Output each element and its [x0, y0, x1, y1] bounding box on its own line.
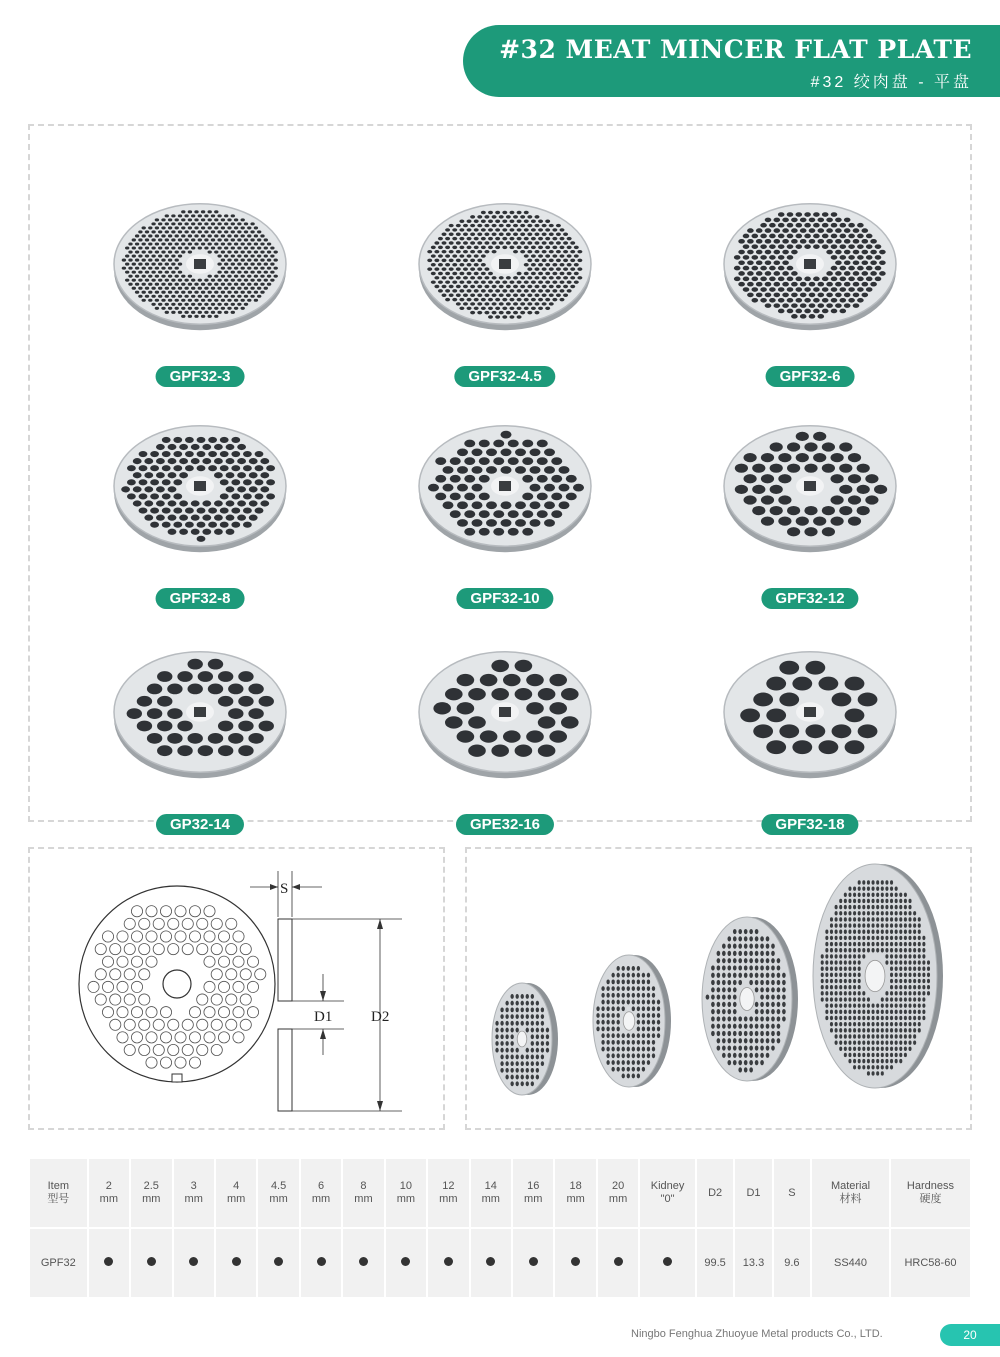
- header-text: 18: [569, 1180, 582, 1192]
- plate-code-label: GPF32-8: [156, 588, 245, 609]
- table-header-cell: [598, 1159, 638, 1227]
- plates-photo-panel: [465, 847, 972, 1130]
- availability-cell: [471, 1229, 511, 1297]
- dim-d1-label: D1: [314, 1009, 333, 1025]
- plate-side-upper: [278, 919, 292, 1001]
- dim-s-label: S: [280, 881, 289, 897]
- availability-cell: [89, 1229, 129, 1297]
- header-subtext: mm: [396, 1193, 416, 1205]
- header-subtext: mm: [481, 1193, 500, 1205]
- table-header-cell: [812, 1159, 889, 1227]
- available-dot-icon: [232, 1257, 241, 1266]
- header-text: 14: [484, 1180, 497, 1192]
- header-subtext: mm: [184, 1193, 203, 1205]
- header-subtext: "0": [660, 1193, 675, 1205]
- plate-image: [415, 622, 595, 802]
- technical-drawing-panel: [28, 847, 445, 1130]
- technical-drawing: [30, 849, 443, 1128]
- available-dot-icon: [614, 1257, 623, 1266]
- header-text: Kidney: [650, 1180, 685, 1192]
- plate-front-view: [79, 886, 275, 1082]
- availability-cell: [555, 1229, 595, 1297]
- s-cell: 9.6: [774, 1229, 810, 1297]
- plate-image: [720, 396, 900, 576]
- header-subtext: 型号: [47, 1193, 70, 1205]
- plate-item: [100, 396, 300, 607]
- availability-cell: [386, 1229, 426, 1297]
- plate-item: [405, 396, 605, 607]
- header-subtext: mm: [99, 1193, 118, 1205]
- plate-code-label: GPF32-12: [761, 588, 858, 609]
- header-subtext: mm: [439, 1193, 458, 1205]
- table-header-cell: [258, 1159, 298, 1227]
- header-subtext: mm: [566, 1193, 585, 1205]
- header-text: Item: [47, 1180, 70, 1192]
- header-subtext: mm: [608, 1193, 628, 1205]
- plate-item: [710, 174, 910, 385]
- plate-item: [710, 622, 910, 833]
- header-text: 10: [399, 1180, 413, 1192]
- availability-cell: [343, 1229, 383, 1297]
- availability-cell: [174, 1229, 214, 1297]
- available-dot-icon: [401, 1257, 410, 1266]
- available-dot-icon: [529, 1257, 538, 1266]
- material-cell: SS440: [812, 1229, 889, 1297]
- plate-image: [110, 174, 290, 354]
- plate-item: [100, 622, 300, 833]
- availability-cell: [598, 1229, 638, 1297]
- header-text: 4.5: [270, 1180, 287, 1192]
- available-dot-icon: [189, 1257, 198, 1266]
- hardness-cell: HRC58-60: [891, 1229, 970, 1297]
- plate-code-label: GPF32-4.5: [454, 366, 555, 387]
- page-title: #32 MEAT MINCER FLAT PLATE: [499, 35, 972, 64]
- available-dot-icon: [359, 1257, 368, 1266]
- header-text: 3: [190, 1180, 197, 1192]
- table-header-cell: [555, 1159, 595, 1227]
- plate-item: [405, 622, 605, 833]
- header-text: 8: [360, 1180, 367, 1192]
- dim-d2-label: D2: [371, 1009, 390, 1025]
- plate-image: [415, 174, 595, 354]
- plate-image: [110, 396, 290, 576]
- availability-cell: [428, 1229, 468, 1297]
- table-header-cell: [697, 1159, 733, 1227]
- spec-table: [28, 1157, 972, 1299]
- plate-code-label: GPF32-6: [766, 366, 855, 387]
- header-subtext: mm: [269, 1193, 288, 1205]
- available-dot-icon: [444, 1257, 453, 1266]
- header-subtext: 材料: [839, 1193, 862, 1205]
- table-row: [30, 1229, 970, 1297]
- plate-code-label: GPE32-16: [456, 814, 554, 835]
- table-header-cell: [735, 1159, 771, 1227]
- header-text: Hardness: [906, 1180, 954, 1192]
- table-header-cell: [216, 1159, 256, 1227]
- header-text: 4: [233, 1180, 240, 1192]
- header-subtext: mm: [311, 1193, 331, 1205]
- header-text: 20: [611, 1180, 625, 1192]
- spec-table-header: [30, 1159, 970, 1227]
- header-text: 2: [105, 1180, 112, 1192]
- available-dot-icon: [147, 1257, 156, 1266]
- header-text: 16: [527, 1180, 540, 1192]
- item-code-cell: GPF32: [30, 1229, 87, 1297]
- plate-image: [720, 174, 900, 354]
- plates-side-photo: [467, 849, 970, 1128]
- plate-image: [720, 622, 900, 802]
- table-header-cell: [89, 1159, 129, 1227]
- plate-code-label: GP32-14: [156, 814, 244, 835]
- availability-cell: [513, 1229, 553, 1297]
- available-dot-icon: [663, 1257, 672, 1266]
- plate-code-label: GPF32-18: [761, 814, 858, 835]
- table-header-cell: [891, 1159, 970, 1227]
- plate-item: [405, 174, 605, 385]
- table-header-cell: [343, 1159, 383, 1227]
- header-text: 6: [317, 1180, 325, 1192]
- table-header-cell: [428, 1159, 468, 1227]
- d2-cell: 99.5: [697, 1229, 733, 1297]
- plate-item: [100, 174, 300, 385]
- header-subtext: mm: [524, 1193, 543, 1205]
- table-header-cell: [174, 1159, 214, 1227]
- available-dot-icon: [274, 1257, 283, 1266]
- availability-cell: [216, 1229, 256, 1297]
- available-dot-icon: [486, 1257, 495, 1266]
- table-header-cell: [386, 1159, 426, 1227]
- plate-image: [110, 622, 290, 802]
- table-header-cell: [640, 1159, 695, 1227]
- header-subtext: mm: [142, 1193, 161, 1205]
- header-text: 2.5: [143, 1180, 159, 1192]
- table-header-cell: [131, 1159, 171, 1227]
- availability-cell: [640, 1229, 695, 1297]
- plate-code-label: GPF32-3: [156, 366, 245, 387]
- header-banner: [463, 25, 1000, 97]
- header-text: D1: [746, 1186, 761, 1199]
- availability-cell: [131, 1229, 171, 1297]
- table-header-cell: [513, 1159, 553, 1227]
- company-name: Ningbo Fenghua Zhuoyue Metal products Co., LTD.: [631, 1328, 883, 1340]
- availability-cell: [258, 1229, 298, 1297]
- table-header-cell: [774, 1159, 810, 1227]
- header-subtext: mm: [354, 1193, 373, 1205]
- header-text: S: [788, 1186, 796, 1199]
- header-text: D2: [708, 1186, 723, 1199]
- header-subtext: 硬度: [919, 1193, 942, 1205]
- header-text: Material: [830, 1180, 871, 1192]
- plate-gallery: [28, 124, 972, 833]
- plate-code-label: GPF32-10: [456, 588, 553, 609]
- header-subtext: mm: [226, 1193, 246, 1205]
- available-dot-icon: [317, 1257, 326, 1266]
- page-number: 20: [940, 1324, 1000, 1346]
- available-dot-icon: [571, 1257, 580, 1266]
- plate-item: [710, 396, 910, 607]
- plate-image: [415, 396, 595, 576]
- table-header-cell: [471, 1159, 511, 1227]
- table-header-cell: [301, 1159, 341, 1227]
- available-dot-icon: [104, 1257, 113, 1266]
- table-header-cell: [30, 1159, 87, 1227]
- d1-cell: 13.3: [735, 1229, 771, 1297]
- availability-cell: [301, 1229, 341, 1297]
- page-subtitle: #32 绞肉盘 - 平盘: [810, 74, 972, 91]
- header-text: 12: [442, 1180, 455, 1192]
- plate-side-lower: [278, 1029, 292, 1111]
